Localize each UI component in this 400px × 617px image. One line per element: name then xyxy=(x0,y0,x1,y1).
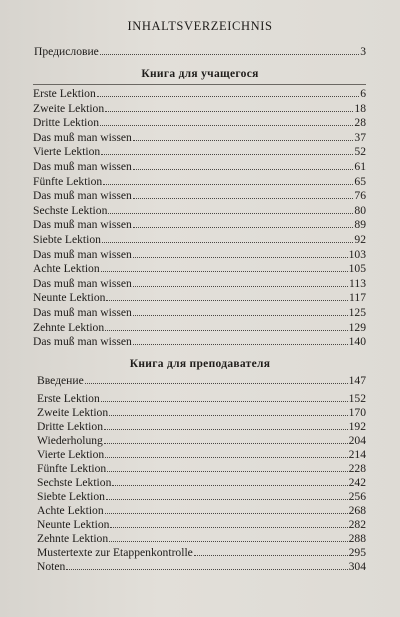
toc-entry-label: Das muß man wissen xyxy=(33,218,132,232)
section-rule xyxy=(33,84,366,85)
toc-entry xyxy=(37,406,366,420)
leader-dots xyxy=(110,518,347,528)
toc-entry-label: Achte Lektion xyxy=(33,262,100,276)
toc-entry xyxy=(33,145,366,159)
toc-entry-page: 170 xyxy=(348,406,366,419)
toc-entry-page: 52 xyxy=(354,145,366,159)
toc-entry-label: Siebte Lektion xyxy=(37,490,105,503)
toc-entry-label: Achte Lektion xyxy=(37,504,104,517)
leader-dots xyxy=(133,189,354,199)
toc-entry-page: 18 xyxy=(354,101,366,115)
toc-entry-page: 304 xyxy=(348,560,366,573)
toc-entry-page: 113 xyxy=(349,276,366,290)
toc-entry xyxy=(33,102,366,116)
toc-entry xyxy=(33,291,366,305)
toc-entry-label: Das muß man wissen xyxy=(33,189,132,203)
leader-dots xyxy=(194,546,348,556)
toc-entry xyxy=(33,248,366,262)
toc-entry-label: Dritte Lektion xyxy=(37,420,104,433)
leader-dots xyxy=(109,532,347,542)
toc-entry-page: 242 xyxy=(348,476,366,489)
leader-dots xyxy=(105,102,353,112)
toc-entry-label: Предисловие xyxy=(34,45,99,58)
page-title: INHALTSVERZEICHNIS xyxy=(127,19,273,33)
toc-entry xyxy=(33,277,366,291)
toc-entry-label: Das muß man wissen xyxy=(33,276,132,290)
toc-entry-label: Neunte Lektion xyxy=(37,518,110,531)
toc-entry-preface xyxy=(34,45,366,59)
toc-entry xyxy=(33,335,366,349)
leader-dots xyxy=(105,321,347,331)
toc-entry-page: 76 xyxy=(354,189,366,203)
leader-dots xyxy=(133,335,348,345)
toc-entry-label: Das muß man wissen xyxy=(33,247,132,261)
toc-entry xyxy=(37,490,366,504)
toc-entry-page: 92 xyxy=(354,233,366,246)
leader-dots xyxy=(133,160,354,170)
leader-dots xyxy=(102,233,353,243)
toc-entry-page: 129 xyxy=(348,320,366,334)
toc-entry xyxy=(33,218,366,232)
leader-dots xyxy=(133,131,354,141)
toc-entry xyxy=(33,160,366,174)
toc-entry xyxy=(37,476,366,490)
toc-entry-page: 256 xyxy=(348,490,366,503)
toc-entry-label: Wiederholung xyxy=(37,434,103,447)
toc-entry-page: 295 xyxy=(348,546,366,559)
toc-entry xyxy=(33,87,366,101)
toc-entry-page: 6 xyxy=(360,87,366,100)
toc-entry-page: 228 xyxy=(348,462,366,475)
leader-dots xyxy=(97,87,359,97)
toc-entry-page: 204 xyxy=(348,434,366,447)
toc-entry-label: Das muß man wissen xyxy=(33,306,132,319)
leader-dots xyxy=(133,306,348,316)
toc-entry-label: Vierte Lektion xyxy=(33,145,101,159)
toc-entry-page: 37 xyxy=(354,130,366,144)
leader-dots xyxy=(107,462,347,472)
toc-entry-label: Zehnte Lektion xyxy=(37,532,109,545)
toc-entry-page: 80 xyxy=(354,203,366,217)
toc-entry xyxy=(33,116,366,130)
toc-entry-label: Fünfte Lektion xyxy=(37,462,107,475)
toc-entry-page: 3 xyxy=(360,45,366,58)
leader-dots xyxy=(101,262,348,272)
section-title-student-book: Книга для учащегося xyxy=(141,68,259,80)
toc-entry-page: 65 xyxy=(354,174,366,188)
toc-entry-label: Das muß man wissen xyxy=(33,160,132,173)
toc-entry-page: 125 xyxy=(348,306,366,319)
toc-entry-label: Dritte Lektion xyxy=(33,116,100,130)
toc-entry-page: 192 xyxy=(348,420,366,433)
toc-entry xyxy=(33,306,366,320)
leader-dots xyxy=(100,45,359,55)
toc-entry-intro xyxy=(37,374,366,388)
toc-entry-page: 61 xyxy=(354,160,366,173)
toc-entry-label: Siebte Lektion xyxy=(33,233,101,246)
leader-dots xyxy=(104,434,348,444)
toc-entry-label: Vierte Lektion xyxy=(37,448,105,461)
toc-entry-page: 288 xyxy=(348,532,366,545)
toc-entry-page: 147 xyxy=(348,374,366,387)
toc-entry xyxy=(33,262,366,276)
toc-entry xyxy=(37,546,366,560)
leader-dots xyxy=(133,248,348,258)
leader-dots xyxy=(101,145,353,155)
toc-entry-page: 117 xyxy=(349,291,366,305)
toc-entry xyxy=(33,233,366,247)
toc-entry-label: Erste Lektion xyxy=(37,392,100,405)
toc-entry-label: Neunte Lektion xyxy=(33,291,106,305)
toc-entry-label: Das muß man wissen xyxy=(33,335,132,349)
section-title-teacher-book: Книга для преподавателя xyxy=(129,358,271,370)
toc-entry-label: Mustertexte zur Etappenkontrolle xyxy=(37,546,193,559)
leader-dots xyxy=(106,291,348,301)
leader-dots xyxy=(112,476,347,486)
leader-dots xyxy=(105,448,347,458)
toc-entry-label: Sechste Lektion xyxy=(33,203,108,217)
toc-entry-label: Zehnte Lektion xyxy=(33,320,105,334)
toc-entry xyxy=(33,321,366,335)
toc-entry-label: Sechste Lektion xyxy=(37,476,112,489)
leader-dots xyxy=(100,116,353,126)
toc-entry-page: 214 xyxy=(348,448,366,461)
toc-entry xyxy=(37,434,366,448)
leader-dots xyxy=(105,504,348,514)
leader-dots xyxy=(101,392,348,402)
toc-entry-label: Zweite Lektion xyxy=(33,101,105,115)
leader-dots xyxy=(104,420,348,430)
toc-entry xyxy=(37,560,366,574)
toc-entry xyxy=(37,518,366,532)
leader-dots xyxy=(106,490,348,500)
leader-dots xyxy=(133,218,354,228)
toc-entry-page: 152 xyxy=(348,392,366,405)
toc-entry xyxy=(33,189,366,203)
toc-entry-label: Fünfte Lektion xyxy=(33,174,103,188)
leader-dots xyxy=(66,560,347,570)
toc-entry xyxy=(37,532,366,546)
toc-entry-label: Zweite Lektion xyxy=(37,406,109,419)
toc-entry-page: 103 xyxy=(348,247,366,261)
leader-dots xyxy=(108,204,353,214)
toc-entry xyxy=(37,392,366,406)
toc-entry xyxy=(37,462,366,476)
toc-entry-page: 89 xyxy=(354,218,366,232)
toc-entry xyxy=(33,131,366,145)
toc-entry xyxy=(37,504,366,518)
toc-entry-label: Das muß man wissen xyxy=(33,130,132,144)
toc-entry-page: 268 xyxy=(348,504,366,517)
leader-dots xyxy=(109,406,347,416)
toc-entry-page: 105 xyxy=(348,262,366,276)
toc-entry xyxy=(37,420,366,434)
leader-dots xyxy=(103,175,353,185)
toc-entry xyxy=(33,175,366,189)
leader-dots xyxy=(85,374,348,384)
toc-entry-label: Noten xyxy=(37,560,66,573)
toc-entry-page: 140 xyxy=(348,335,366,349)
toc-entry-label: Erste Lektion xyxy=(33,87,96,100)
toc-entry-label: Введение xyxy=(37,374,84,387)
leader-dots xyxy=(133,277,348,287)
toc-entry-page: 282 xyxy=(348,518,366,531)
toc-entry-page: 28 xyxy=(354,116,366,130)
toc-entry xyxy=(37,448,366,462)
toc-entry xyxy=(33,204,366,218)
